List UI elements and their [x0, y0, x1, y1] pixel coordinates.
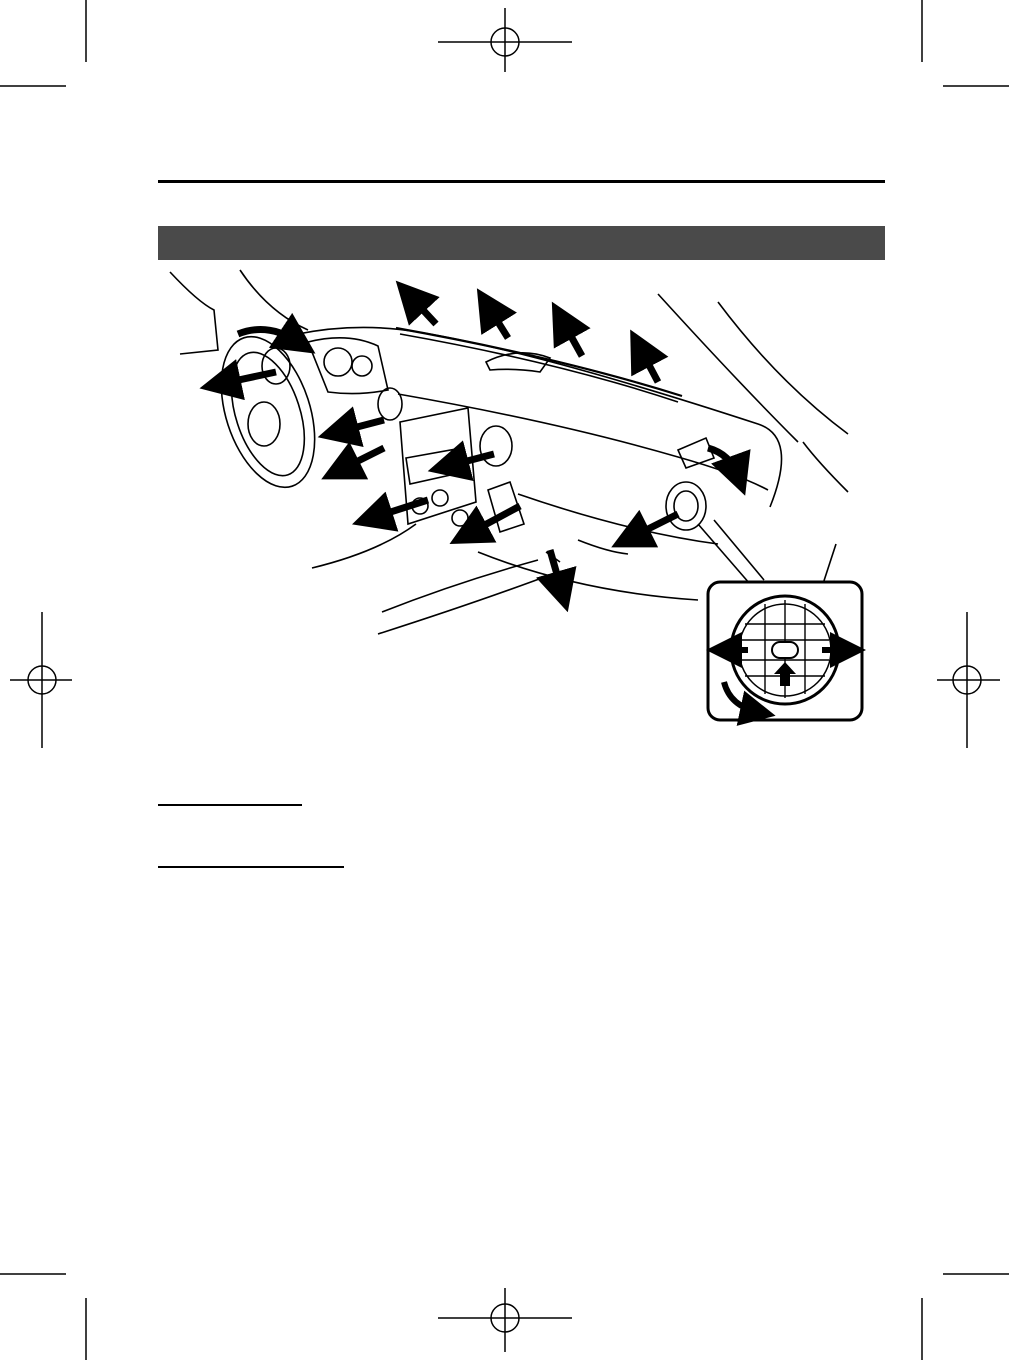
- airflow-arrow-icon: [238, 330, 298, 343]
- header-rule: [158, 180, 885, 183]
- dashboard-vents-figure: [158, 262, 886, 732]
- registration-mark-icon: [937, 612, 1000, 748]
- registration-mark-icon: [438, 1288, 572, 1352]
- heading-underline-2: [158, 866, 344, 868]
- registration-mark-icon: [10, 612, 72, 748]
- vent-detail-inset: [708, 582, 862, 720]
- heading-underline-1: [158, 804, 302, 806]
- registration-mark-icon: [438, 8, 572, 72]
- section-title-bar: [158, 226, 885, 260]
